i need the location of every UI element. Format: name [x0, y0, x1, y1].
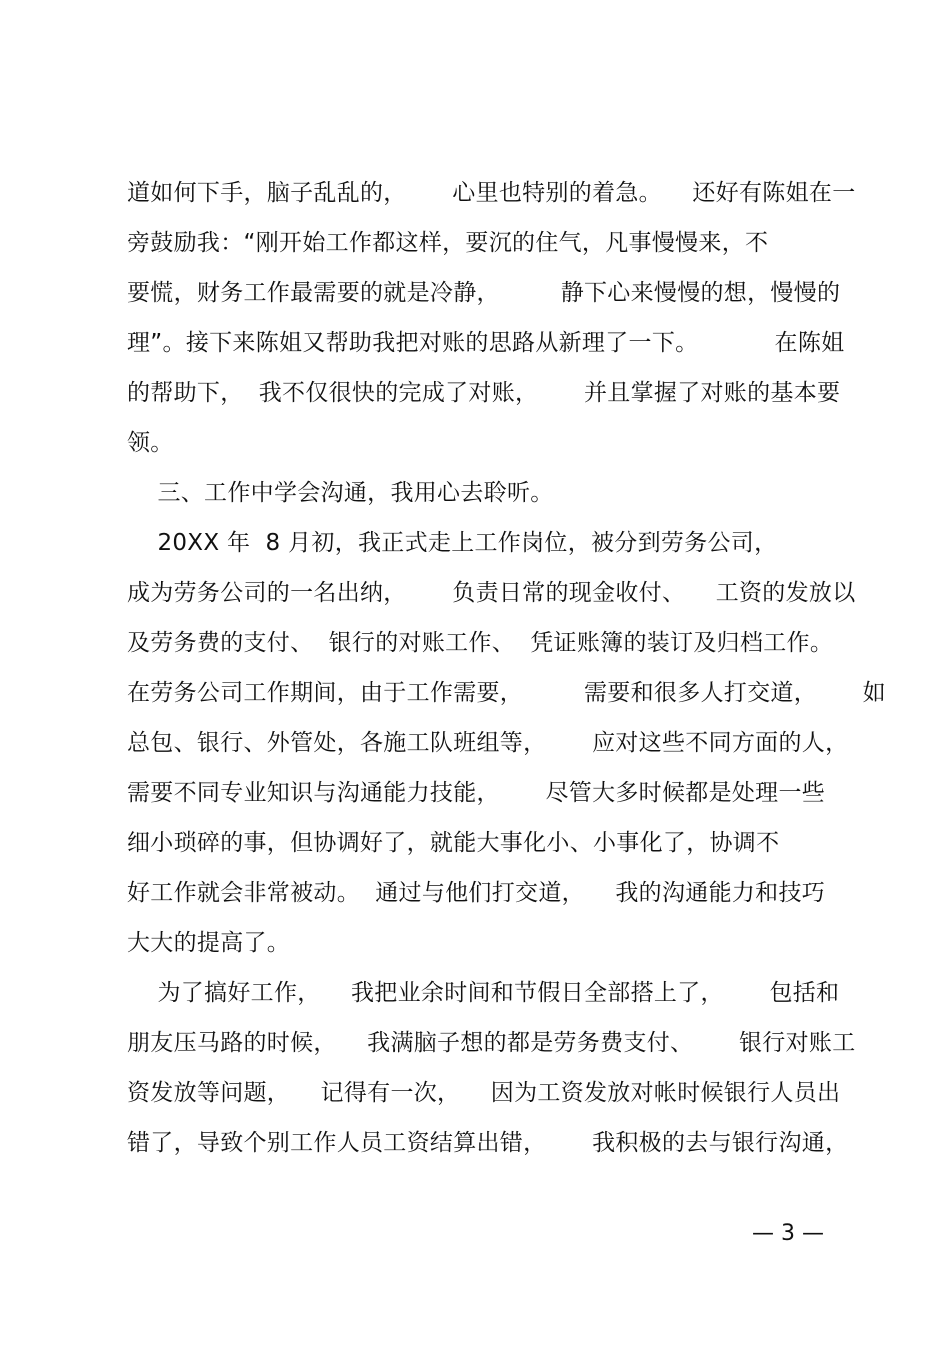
page-number: — 3 — [752, 1221, 824, 1246]
body-text-line: 及劳务费的支付、 银行的对账工作、 凭证账簿的装订及归档工作。 [127, 630, 834, 656]
body-text-line: 要慌，财务工作最需要的就是冷静， 静下心来慢慢的想，慢慢的 [127, 280, 841, 306]
body-text-line: 道如何下手，脑子乱乱的， 心里也特别的着急。 还好有陈姐在一 [127, 180, 856, 206]
body-text-line: 理”。接下来陈姐又帮助我把对账的思路从新理了一下。 在陈姐 [127, 330, 845, 356]
body-text-line: 在劳务公司工作期间，由于工作需要， 需要和很多人打交道， 如 [127, 680, 886, 706]
body-text-line: 资发放等问题， 记得有一次， 因为工资发放对帐时候银行人员出 [127, 1080, 841, 1106]
body-text-line: 成为劳务公司的一名出纳， 负责日常的现金收付、 工资的发放以 [127, 580, 856, 606]
body-text-line: 需要不同专业知识与沟通能力技能， 尽管大多时候都是处理一些 [127, 780, 826, 806]
body-text-line: 20XX 年 8 月初，我正式走上工作岗位，被分到劳务公司， [127, 530, 778, 556]
body-text-line: 总包、银行、外管处，各施工队班组等， 应对这些不同方面的人， [127, 730, 849, 756]
body-text-line: 为了搞好工作， 我把业余时间和节假日全部搭上了， 包括和 [127, 980, 840, 1006]
body-text-line: 细小琐碎的事，但协调好了，就能大事化小、小事化了，协调不 [127, 830, 780, 856]
body-text-line: 的帮助下， 我不仅很快的完成了对账， 并且掌握了对账的基本要 [127, 380, 841, 406]
body-text-line: 旁鼓励我：“刚开始工作都这样，要沉的住气，凡事慢慢来，不 [127, 230, 769, 256]
body-text-line: 错了，导致个别工作人员工资结算出错， 我积极的去与银行沟通， [127, 1130, 849, 1156]
body-text-line: 好工作就会非常被动。 通过与他们打交道， 我的沟通能力和技巧 [127, 880, 826, 906]
body-text-line: 朋友压马路的时候， 我满脑子想的都是劳务费支付、 银行对账工 [127, 1030, 856, 1056]
section-heading: 三、工作中学会沟通，我用心去聆听。 [127, 480, 554, 506]
body-text-line: 大大的提高了。 [127, 930, 291, 956]
body-text-line: 领。 [127, 430, 174, 456]
